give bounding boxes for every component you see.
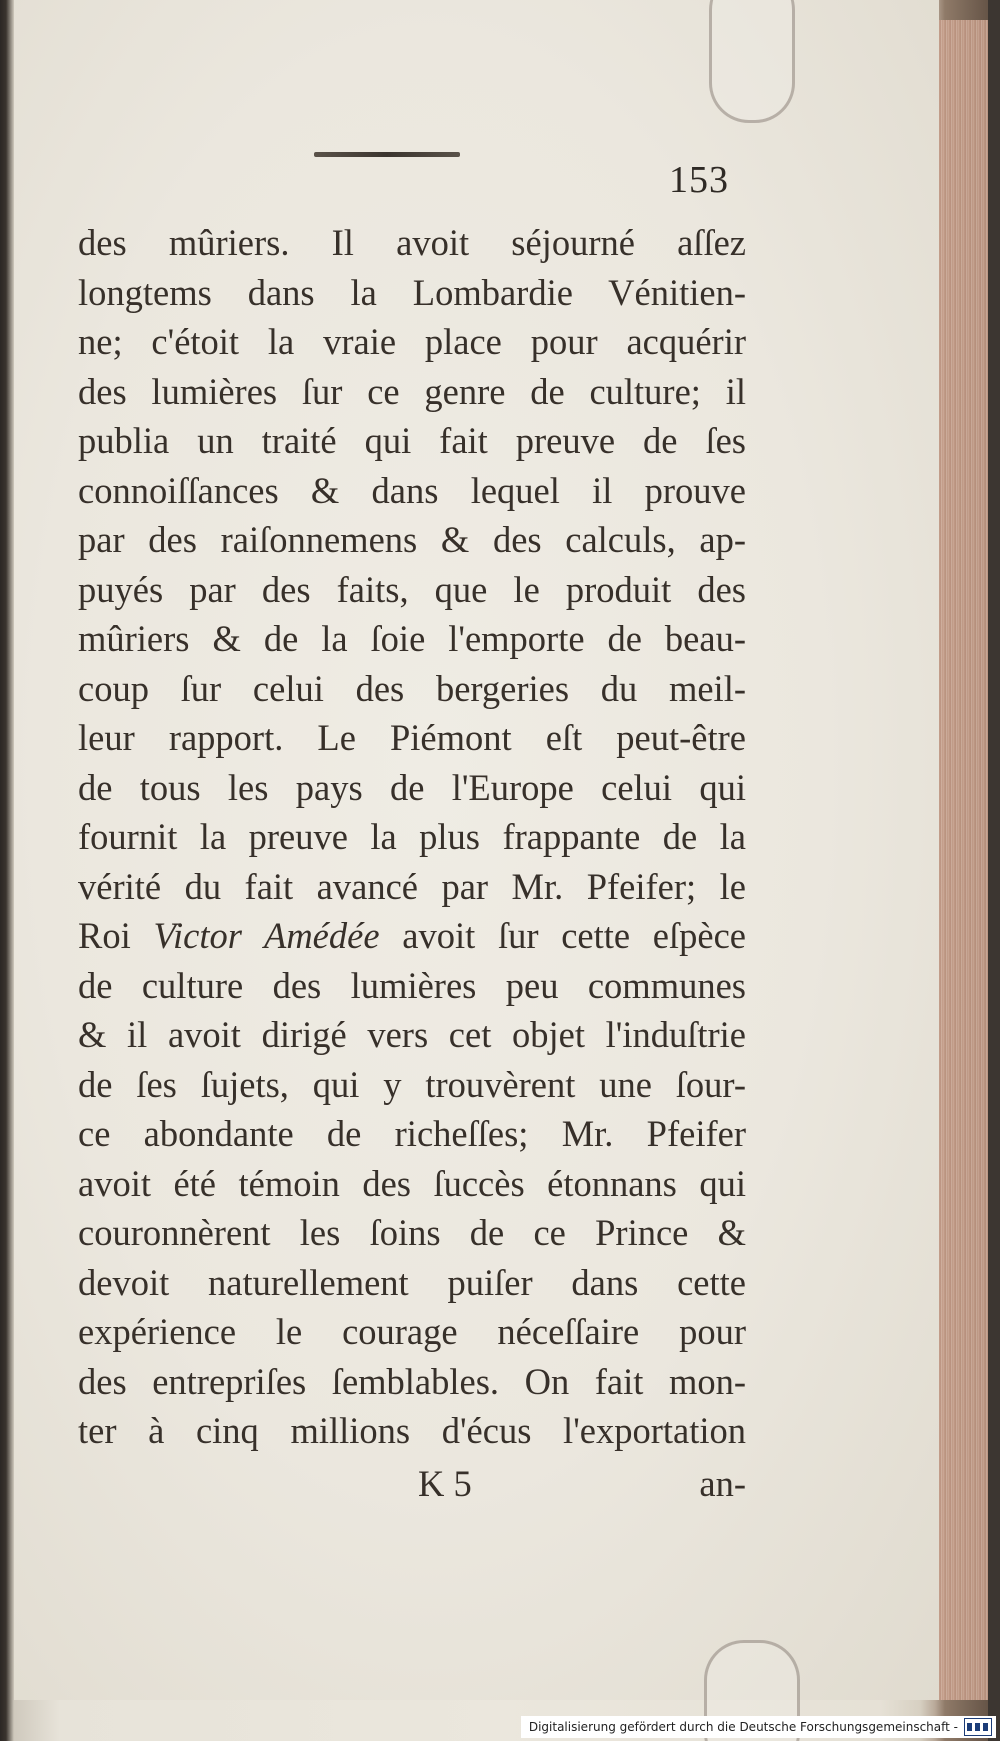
- text-line: coup ſur celui des bergeries du meil-: [78, 667, 746, 709]
- text-line: mûriers & de la ſoie l'emporte de beau-: [78, 618, 746, 659]
- text-line: ne; c'étoit la vraie place pour acquérir: [78, 321, 746, 362]
- text-line: de tous les pays de l'Europe celui qui: [78, 766, 746, 808]
- body-text: [78, 218, 746, 1456]
- catchword: an-: [699, 1463, 746, 1504]
- text-line: de ſes ſujets, qui y trouvèrent une ſour-: [78, 1063, 746, 1105]
- text-line-with-italic: [78, 911, 746, 961]
- signature-mark: K 5: [418, 1463, 472, 1504]
- credit-text: Digitalisierung gefördert durch die Deutsche Forschungsgemeinschaft -: [528, 1720, 958, 1734]
- text-line: par des raiſonnemens & des calculs, ap-: [78, 519, 746, 560]
- text-segment: Roi: [78, 915, 154, 956]
- text-line: fournit la preuve la plus frappante de la: [78, 816, 746, 857]
- text-line: avoit été témoin des ſuccès étonnans qui: [78, 1162, 746, 1204]
- book-page: [14, 0, 939, 1700]
- text-line: vérité du fait avancé par Mr. Pfeifer; le: [78, 865, 746, 907]
- text-segment: avoit ſur cette eſpèce: [379, 915, 746, 956]
- book-cover-edge: [988, 0, 1000, 1741]
- top-page-clip: [709, 0, 795, 123]
- text-line: de culture des lumières peu communes: [78, 964, 746, 1006]
- page-number: 153: [669, 159, 729, 201]
- digitization-credit: [521, 1716, 996, 1738]
- text-line: expérience le courage néceſſaire pour: [78, 1311, 746, 1352]
- text-line: & il avoit dirigé vers cet objet l'induſtrie: [78, 1014, 746, 1055]
- text-line: couronnèrent les ſoins de ce Prince &: [78, 1212, 746, 1253]
- text-line: des mûriers. Il avoit séjourné aſſez: [78, 222, 746, 263]
- text-line: ce abondante de richeſſes; Mr. Pfeifer: [78, 1113, 746, 1154]
- italic-name: Victor Amédée: [153, 915, 380, 956]
- header-ornament-rule: [314, 152, 460, 157]
- text-line: longtems dans la Lombardie Vénitien-: [78, 271, 746, 313]
- page-footer: [78, 1462, 746, 1512]
- text-line: des entrepriſes ſemblables. On fait mon-: [78, 1360, 746, 1402]
- text-line: leur rapport. Le Piémont eſt peut-être: [78, 717, 746, 758]
- text-line: devoit naturellement puiſer dans cette: [78, 1261, 746, 1303]
- text-line: connoiſſances & dans lequel il prouve: [78, 469, 746, 511]
- text-line: ter à cinq millions d'écus l'exportation: [78, 1410, 746, 1451]
- dfg-logo-icon: [964, 1718, 992, 1736]
- text-line: puyés par des faits, que le produit des: [78, 568, 746, 610]
- text-line: publia un traité qui fait preuve de ſes: [78, 420, 746, 461]
- text-line: des lumières ſur ce genre de culture; il: [78, 370, 746, 412]
